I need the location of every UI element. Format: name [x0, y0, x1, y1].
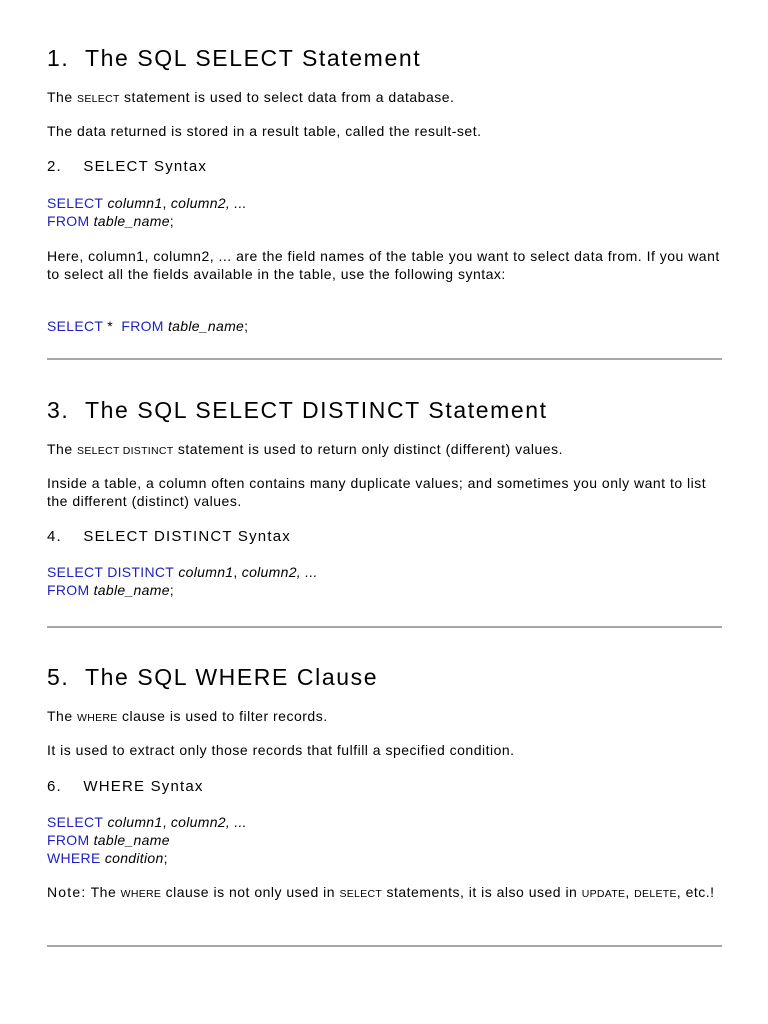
section-2-paragraph: Here, column1, column2, ... are the field names of the table you want to select data from. If you want to select all the fields available in the table, use the following syntax:: [47, 248, 720, 282]
section-3-paragraph-2: Inside a table, a column often contains many duplicate values; and sometimes you only want to list the different (distinct) values.: [47, 475, 707, 509]
section-5-paragraph-1: The WHERE clause is used to filter records.: [47, 708, 328, 724]
section-2-heading: 2. SELECT Syntax: [47, 158, 208, 175]
section-6-heading: 6. WHERE Syntax: [47, 778, 204, 795]
section-1-paragraph-2: The data returned is stored in a result table, called the result-set.: [47, 123, 482, 139]
select-distinct-syntax-code: SELECT DISTINCT column1, column2, ... FROM table_name;: [47, 564, 318, 598]
where-note: Note: The WHERE clause is not only used in SELECT statements, it is also used in UPDATE, DELETE, etc.!: [47, 884, 715, 900]
where-syntax-code: SELECT column1, column2, ... FROM table_name WHERE condition;: [47, 814, 247, 866]
section-3-paragraph-1: The SELECT DISTINCT statement is used to return only distinct (different) values.: [47, 441, 563, 457]
divider: [47, 626, 722, 628]
section-1-paragraph-1: The SELECT statement is used to select data from a database.: [47, 89, 455, 105]
select-syntax-code: SELECT column1, column2, ... FROM table_name;: [47, 195, 247, 229]
section-5-heading: 5. The SQL WHERE Clause: [47, 664, 379, 690]
section-3-heading: 3. The SQL SELECT DISTINCT Statement: [47, 397, 548, 423]
section-1-heading: 1. The SQL SELECT Statement: [47, 45, 422, 71]
divider: [47, 358, 722, 360]
section-4-heading: 4. SELECT DISTINCT Syntax: [47, 528, 291, 545]
section-5-paragraph-2: It is used to extract only those records that fulfill a specified condition.: [47, 742, 515, 758]
divider: [47, 945, 722, 947]
select-all-code: SELECT * FROM table_name;: [47, 318, 249, 334]
